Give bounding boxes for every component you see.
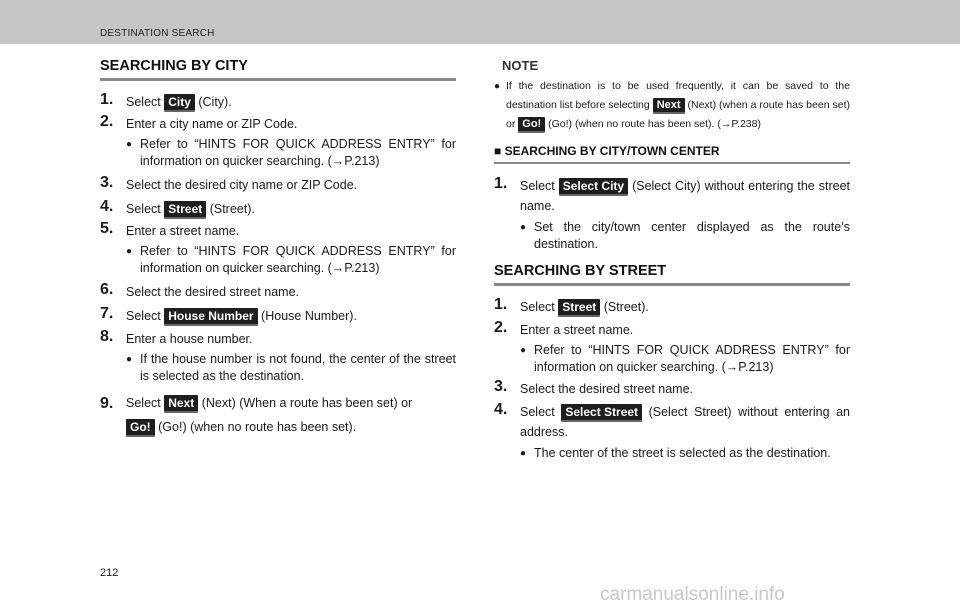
note-text-part: (Go!) (when no route has been set). (→P.238)	[545, 118, 761, 130]
bullet-note: ● The center of the street is selected as the destination.	[520, 445, 850, 462]
step-number: 2.	[100, 113, 114, 130]
left-column	[100, 58, 456, 442]
section-title-street: SEARCHING BY STREET	[494, 262, 667, 279]
step-text: Select	[520, 299, 559, 314]
step-text: (Select City) without entering the street name.	[520, 178, 850, 213]
select-city-button: Select City	[559, 178, 628, 196]
step-number: 1.	[494, 295, 508, 313]
step-number: 2.	[494, 318, 508, 336]
step	[100, 391, 456, 439]
step-text: (Next) (When a route has been set) or	[198, 396, 413, 410]
step	[494, 176, 850, 216]
step	[494, 445, 850, 462]
page-number: 212	[100, 567, 119, 579]
step-text: Enter a street name.	[520, 322, 634, 337]
step	[494, 342, 850, 376]
step	[100, 136, 456, 170]
select-street-button: Select Street	[561, 404, 642, 422]
section-title-city: SEARCHING BY CITY	[100, 58, 248, 74]
step	[100, 176, 456, 194]
step	[494, 402, 850, 442]
step	[494, 219, 850, 253]
step	[100, 330, 456, 348]
bullet-note: ● Refer to “HINTS FOR QUICK ADDRESS ENTRY” for information on quicker searching. (→P.213)	[126, 136, 456, 170]
step-text: Select	[126, 396, 165, 410]
go-button: Go!	[126, 419, 155, 437]
street-button: Street	[558, 299, 600, 317]
note-text	[494, 77, 850, 134]
step	[100, 351, 456, 385]
step	[494, 318, 850, 339]
step-text: Select	[520, 178, 559, 193]
step	[100, 200, 456, 219]
step-text: (Go!) (when no route has been set).	[154, 420, 357, 434]
step-text: (Street).	[206, 202, 255, 216]
step	[494, 377, 850, 398]
watermark: carmanualsonline.info	[600, 584, 785, 605]
step-number: 5.	[100, 220, 114, 237]
top-header-bar	[0, 0, 960, 44]
bullet-note: ● Set the city/town center displayed as the route’s destination.	[520, 219, 850, 253]
step-text: Select	[520, 404, 562, 419]
step	[100, 93, 456, 112]
title-rule	[100, 78, 456, 81]
step-text: Select the desired city name or ZIP Code.	[126, 178, 358, 192]
step-number: 8.	[100, 328, 114, 345]
subsection-rule	[494, 162, 850, 164]
step-number: 1.	[100, 91, 114, 108]
step-text: (Street).	[600, 299, 649, 314]
city-button: City	[164, 94, 195, 112]
step	[100, 222, 456, 240]
step-text: (City).	[194, 95, 232, 109]
step-number: 7.	[100, 305, 114, 322]
step	[494, 295, 850, 317]
step-text: Enter a street name.	[126, 224, 240, 238]
step	[100, 115, 456, 133]
step	[100, 307, 456, 326]
step-number: 4.	[494, 400, 508, 418]
step-text: (Select Street) without entering an address.	[520, 404, 851, 439]
step-text: Enter a city name or ZIP Code.	[126, 117, 298, 131]
next-button: Next	[653, 98, 685, 114]
step-number: 6.	[100, 281, 114, 298]
go-button: Go!	[518, 117, 545, 133]
step-number: 3.	[494, 377, 508, 395]
bullet-note: ● Refer to “HINTS FOR QUICK ADDRESS ENTRY” for information on quicker searching. (→P.213)	[520, 342, 850, 376]
subsection-title-citytown: ■ SEARCHING BY CITY/TOWN CENTER	[494, 144, 720, 158]
step-number: 3.	[100, 174, 114, 191]
step-number: 4.	[100, 198, 114, 215]
bullet-note: ● If the house number is not found, the center of the street is selected as the destination.	[126, 351, 456, 385]
street-button: Street	[164, 201, 206, 219]
step-text: Enter a house number.	[126, 332, 253, 346]
step	[100, 243, 456, 277]
step-text: Select	[126, 95, 165, 109]
note-title: NOTE	[502, 58, 539, 73]
step-text: Select the desired street name.	[126, 285, 300, 299]
bullet-note: ● Refer to “HINTS FOR QUICK ADDRESS ENTRY” for information on quicker searching. (→P.213)	[126, 243, 456, 277]
house-number-button: House Number	[164, 308, 257, 326]
step-number: 9.	[100, 395, 114, 412]
note-text-part: (Next) (when a route has been set) or	[506, 99, 850, 130]
right-column	[494, 58, 850, 466]
step-text: Select the desired street name.	[520, 381, 694, 396]
step	[100, 283, 456, 301]
step-number: 1.	[494, 174, 508, 192]
section-header: DESTINATION SEARCH	[100, 28, 215, 39]
title-rule	[494, 283, 850, 286]
next-button: Next	[164, 395, 198, 413]
note-text-part: If the destination is to be used frequently, it can be saved to the destination list before selecting	[506, 80, 850, 111]
step-text: Select	[126, 202, 165, 216]
step-text: (House Number).	[257, 309, 357, 323]
step-text: Select	[126, 309, 165, 323]
